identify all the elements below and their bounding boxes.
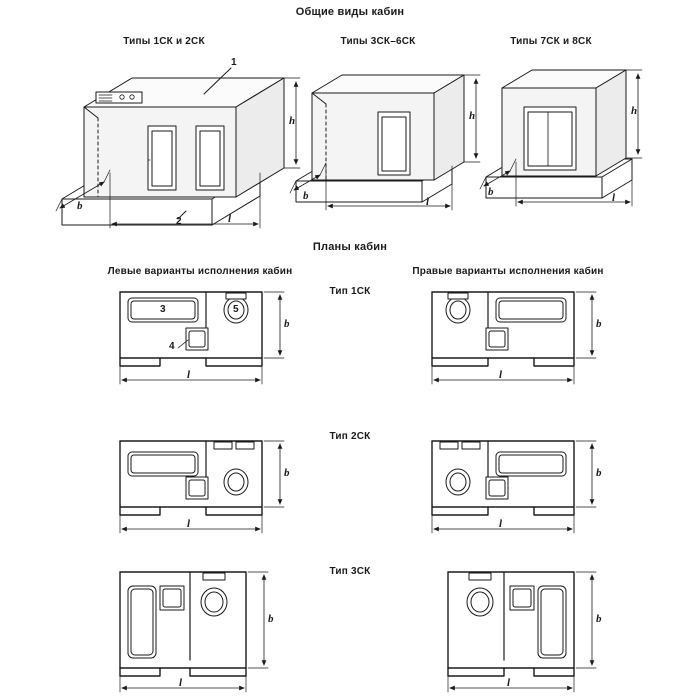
plan-1sk-left [120, 292, 284, 384]
left-variants-title: Левые варианты исполнения кабин [107, 266, 293, 277]
plan1-right-dim-l: l [499, 369, 503, 381]
overview-item-label-2: Типы 3СК–6СК [340, 36, 416, 47]
plan-3sk-left [120, 572, 268, 692]
plan2-right-dim-b: b [596, 467, 602, 479]
plan3-right-dim-l: l [507, 677, 511, 689]
overview1-dim-l: l [228, 213, 232, 225]
plan3-left-dim-b: b [268, 613, 274, 625]
overview2-dim-b: b [303, 190, 309, 202]
plan1-left-dim-l: l [187, 369, 191, 381]
overview-section-title: Общие виды кабин [295, 6, 405, 18]
plan2-left-dim-b: b [284, 467, 290, 479]
plan1-callout-bath: 3 [160, 304, 166, 315]
plan1-callout-toilet: 5 [233, 304, 239, 315]
overview1-callout-1: 1 [231, 57, 237, 68]
overview2-dim-h: h [469, 110, 476, 122]
plan3-left-dim-l: l [179, 677, 183, 689]
overview3-dim-l: l [612, 192, 616, 204]
overview3-dim-h: h [631, 105, 638, 117]
overview3-dim-b: b [488, 186, 494, 198]
overview1-callout-2: 2 [176, 216, 182, 227]
plan1-callout-sink: 4 [169, 341, 175, 352]
plan-1sk-right [432, 292, 596, 384]
plan2-right-dim-l: l [499, 518, 503, 530]
plan3-right-dim-b: b [596, 613, 602, 625]
overview1-dim-b: b [77, 200, 83, 212]
plan1-left-dim-b: b [284, 318, 290, 330]
plan-2sk-left [120, 441, 284, 533]
plan-row-label-1sk: Тип 1СК [329, 286, 371, 297]
overview1-dim-h: h [289, 115, 296, 127]
overview-item-label-3: Типы 7СК и 8СК [510, 36, 592, 47]
plan2-left-dim-l: l [187, 518, 191, 530]
overview-isometric-7sk-8sk [480, 70, 642, 206]
plan1-right-dim-b: b [596, 318, 602, 330]
plans-section-title: Планы кабин [312, 241, 388, 253]
overview2-dim-l: l [426, 196, 430, 208]
plan-3sk-right [448, 572, 596, 692]
overview-isometric-3sk-6sk [290, 75, 480, 210]
overview-item-label-1: Типы 1СК и 2СК [123, 36, 205, 47]
plan-row-label-2sk: Тип 2СК [329, 431, 371, 442]
overview-isometric-1sk-2sk [56, 68, 300, 228]
right-variants-title: Правые варианты исполнения кабин [412, 266, 604, 277]
plan-row-label-3sk: Тип 3СК [329, 566, 371, 577]
plan-2sk-right [432, 441, 596, 533]
